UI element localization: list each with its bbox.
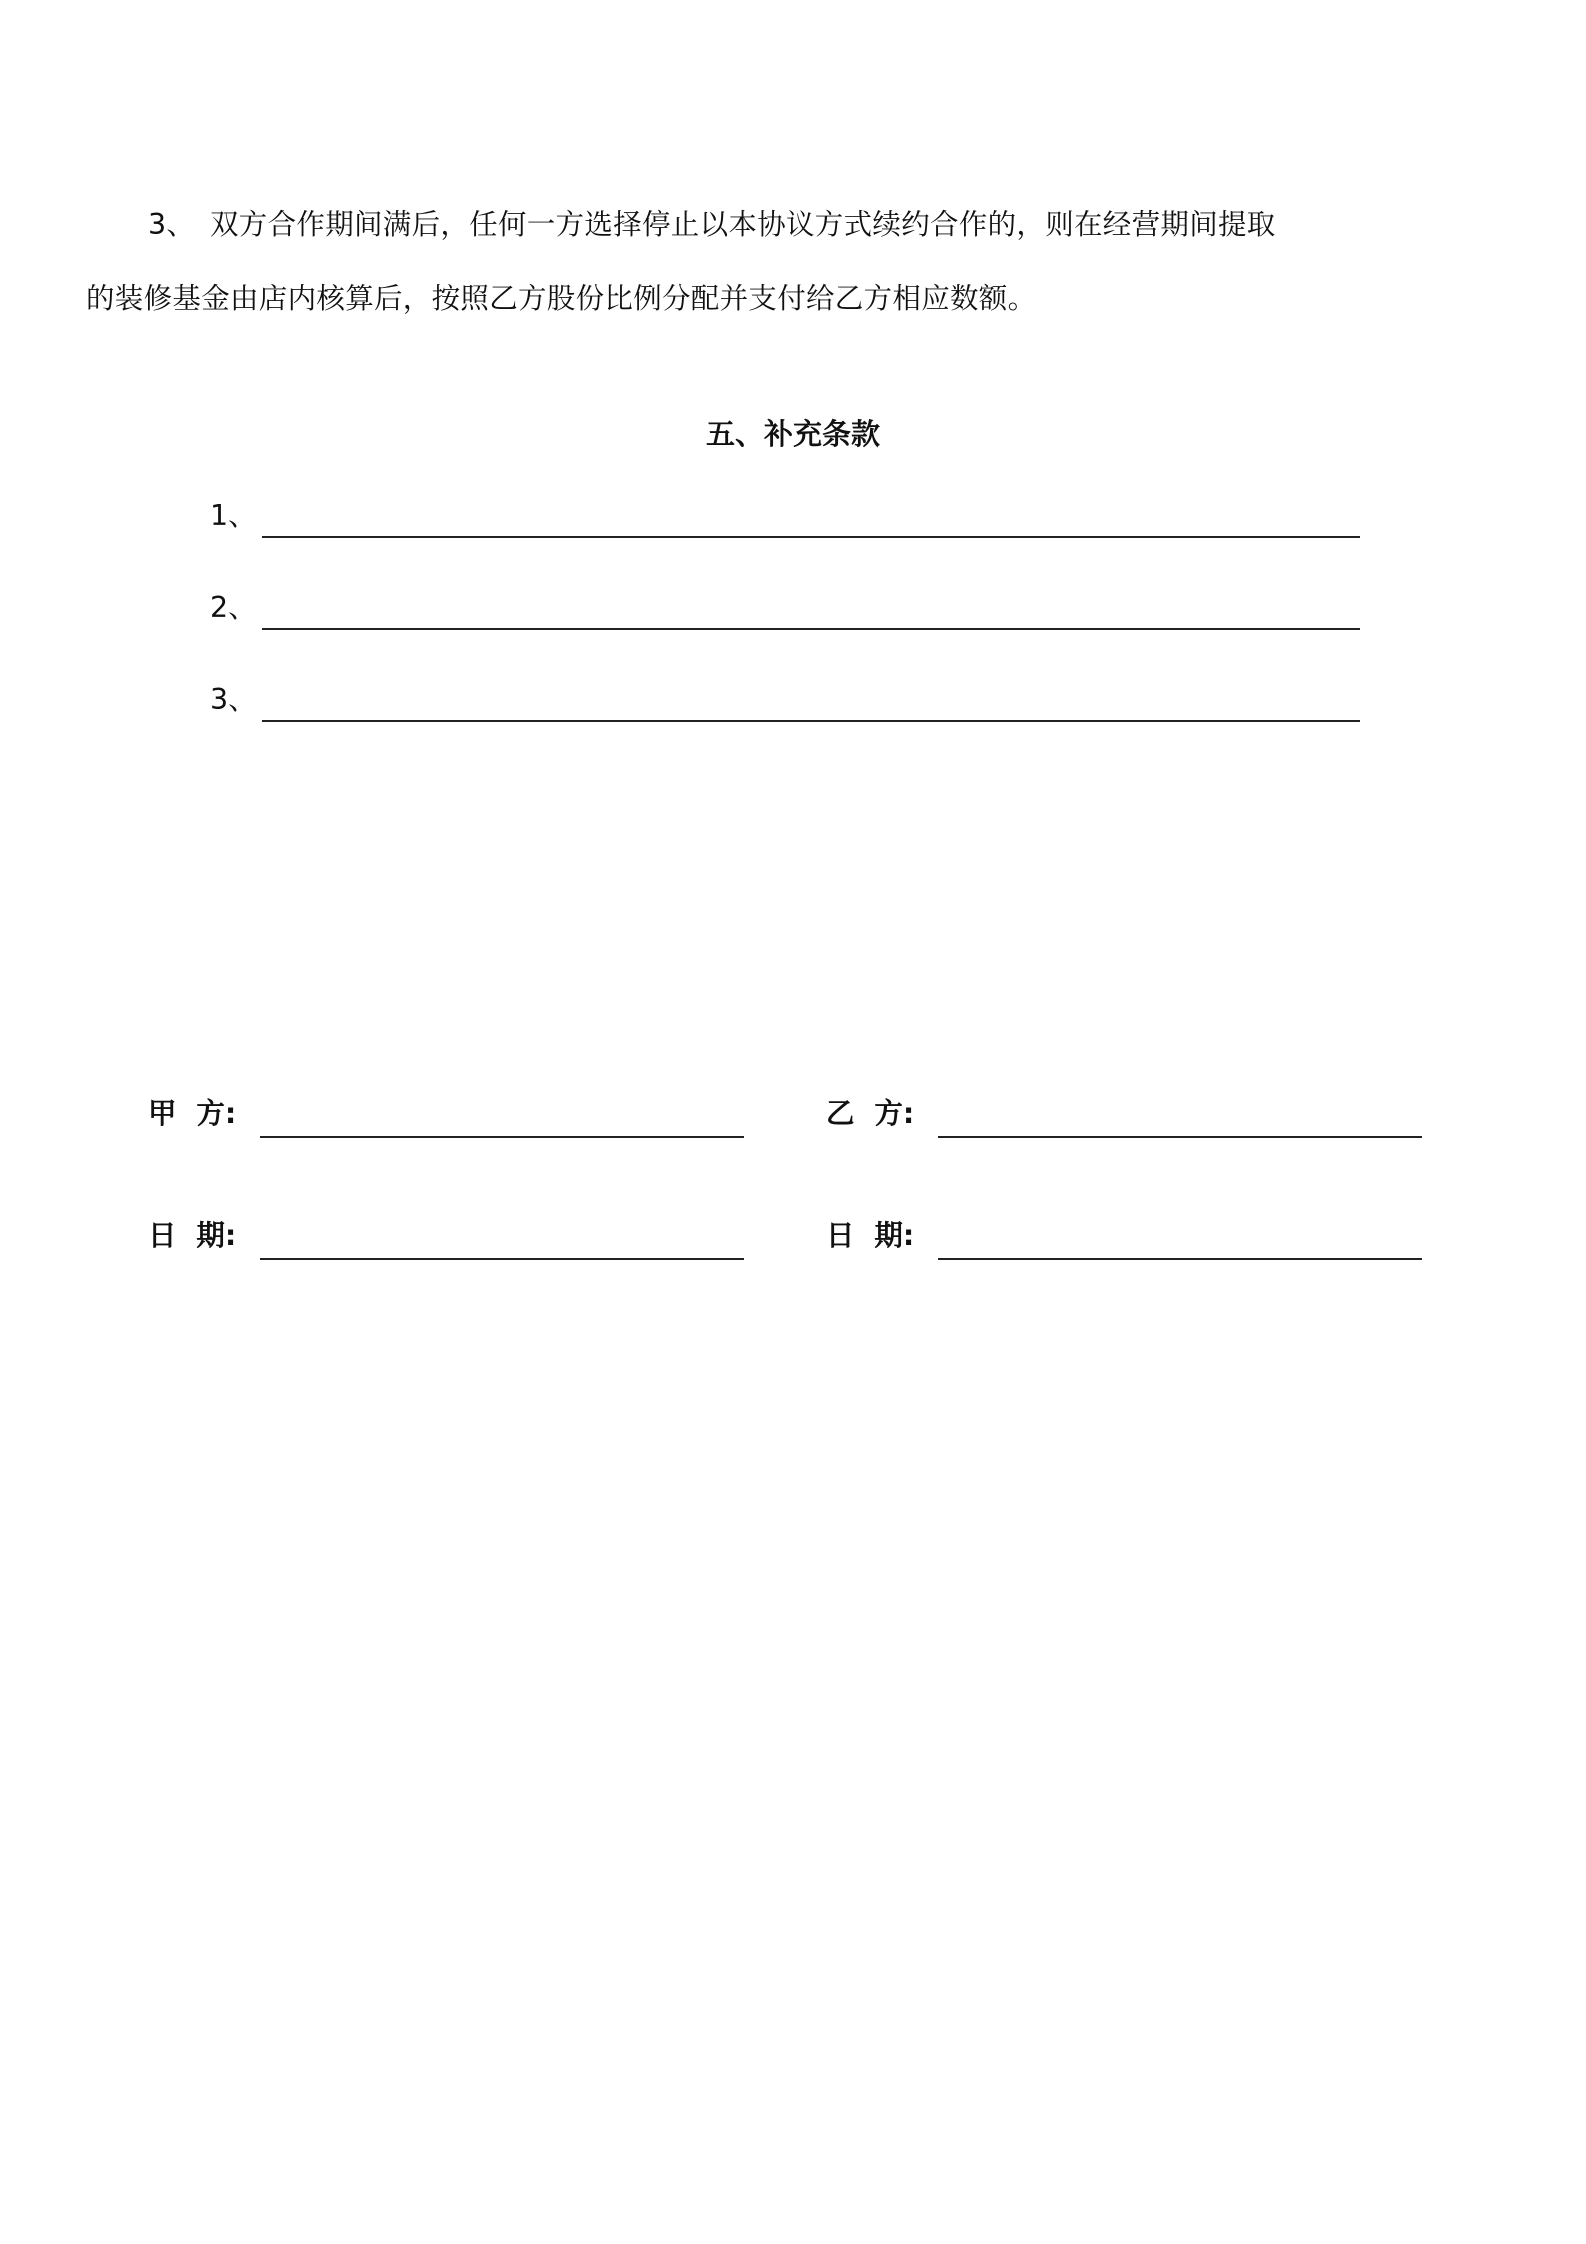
party-a-signature-line[interactable]	[260, 1098, 744, 1138]
supplementary-fill-line[interactable]	[262, 592, 1360, 630]
section-title: 五、补充条款	[705, 417, 880, 451]
party-b-signature	[826, 1090, 1422, 1138]
supplementary-fill-line[interactable]	[262, 500, 1360, 538]
date-b-label: 日 期:	[826, 1219, 915, 1252]
party-b-signature-line[interactable]	[938, 1098, 1422, 1138]
supplementary-item-label: 1、	[210, 499, 257, 532]
clause-3-line-2: 的装修基金由店内核算后，按照乙方股份比例分配并支付给乙方相应数额。	[86, 282, 1037, 315]
supplementary-item-1	[210, 494, 1360, 538]
party-a-signature	[148, 1090, 744, 1138]
party-a-label: 甲 方:	[148, 1097, 237, 1130]
supplementary-item-3	[210, 678, 1360, 722]
supplementary-fill-line[interactable]	[262, 684, 1360, 722]
party-b-label: 乙 方:	[826, 1097, 915, 1130]
clause-3-number: 3、	[148, 208, 196, 241]
supplementary-item-label: 3、	[210, 683, 257, 716]
party-a-date	[148, 1212, 744, 1260]
supplementary-item-label: 2、	[210, 591, 257, 624]
date-b-line[interactable]	[938, 1220, 1422, 1260]
party-b-date	[826, 1212, 1422, 1260]
date-a-label: 日 期:	[148, 1219, 237, 1252]
clause-3-paragraph	[86, 188, 1458, 336]
clause-3-line-1: 双方合作期间满后，任何一方选择停止以本协议方式续约合作的，则在经营期间提取	[210, 208, 1276, 241]
supplementary-item-2	[210, 586, 1360, 630]
date-a-line[interactable]	[260, 1220, 744, 1260]
